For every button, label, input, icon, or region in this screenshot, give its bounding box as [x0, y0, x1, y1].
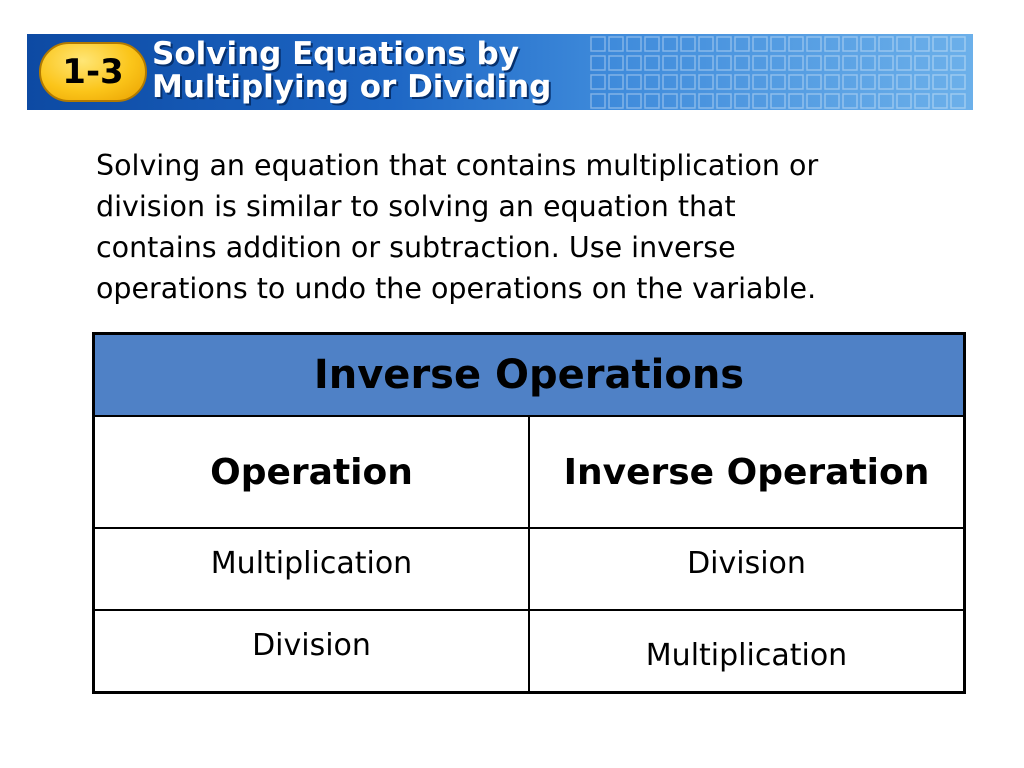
grid-square: [915, 75, 929, 89]
grid-square: [897, 56, 911, 70]
intro-paragraph: Solving an equation that contains multiplication or division is similar to solving an equation that contains addition or subtraction. Use inverse operations to undo the operations on the variable.: [96, 149, 819, 305]
grid-square: [789, 56, 803, 70]
grid-square: [609, 37, 623, 51]
lesson-number: 1-3: [62, 52, 124, 92]
grid-square: [843, 94, 857, 108]
grid-square: [807, 56, 821, 70]
grid-square: [951, 94, 965, 108]
grid-square: [663, 56, 677, 70]
grid-square: [735, 37, 749, 51]
grid-square: [807, 94, 821, 108]
grid-square: [897, 75, 911, 89]
table-title: Inverse Operations: [94, 334, 965, 417]
grid-square: [825, 37, 839, 51]
lesson-banner: [27, 34, 973, 110]
grid-square: [681, 37, 695, 51]
table-title-row: [94, 334, 965, 417]
grid-square: [645, 75, 659, 89]
grid-square: [681, 94, 695, 108]
grid-square: [627, 75, 641, 89]
grid-square: [735, 75, 749, 89]
lesson-title-line-1: Solving Equations by: [152, 36, 519, 72]
grid-square: [699, 75, 713, 89]
grid-square: [717, 56, 731, 70]
grid-square: [681, 75, 695, 89]
lesson-title-line-2: Multiplying or Dividing: [152, 69, 552, 105]
grid-square: [735, 94, 749, 108]
grid-square: [627, 56, 641, 70]
inverse-operations-table: [92, 332, 966, 694]
grid-square: [663, 94, 677, 108]
grid-square: [663, 75, 677, 89]
grid-square: [645, 94, 659, 108]
table-cell-text: Multiplication: [210, 545, 413, 581]
grid-square: [609, 94, 623, 108]
grid-square: [915, 56, 929, 70]
table-cell: [94, 610, 530, 693]
table-header-row: [94, 416, 965, 528]
grid-square: [843, 37, 857, 51]
grid-square: [951, 75, 965, 89]
grid-square: [771, 75, 785, 89]
grid-square: [861, 75, 875, 89]
table-cell: [529, 528, 965, 610]
grid-square: [897, 37, 911, 51]
table-cell: [529, 610, 965, 693]
grid-square: [609, 75, 623, 89]
grid-square: [699, 56, 713, 70]
grid-square: [879, 94, 893, 108]
grid-square: [915, 37, 929, 51]
grid-square: [933, 56, 947, 70]
grid-square: [753, 56, 767, 70]
grid-square: [591, 75, 605, 89]
grid-square: [879, 75, 893, 89]
grid-square: [825, 56, 839, 70]
grid-square: [717, 37, 731, 51]
grid-square: [933, 94, 947, 108]
grid-square: [591, 56, 605, 70]
grid-square: [915, 94, 929, 108]
grid-square: [645, 56, 659, 70]
grid-square: [645, 37, 659, 51]
grid-square: [591, 37, 605, 51]
grid-square: [825, 94, 839, 108]
grid-square: [753, 37, 767, 51]
grid-square: [789, 37, 803, 51]
grid-square: [825, 75, 839, 89]
grid-square: [627, 37, 641, 51]
grid-square: [897, 94, 911, 108]
table-cell-text: Multiplication: [645, 637, 848, 673]
column-header-inverse-operation: Inverse Operation: [529, 416, 965, 528]
grid-square: [843, 56, 857, 70]
grid-square: [951, 37, 965, 51]
grid-square: [843, 75, 857, 89]
grid-square: [861, 94, 875, 108]
grid-square: [933, 75, 947, 89]
grid-square: [771, 37, 785, 51]
grid-square: [879, 37, 893, 51]
grid-square: [807, 75, 821, 89]
grid-square: [591, 94, 605, 108]
lesson-number-badge: [39, 42, 147, 102]
table-row: [94, 610, 965, 693]
grid-square: [879, 56, 893, 70]
grid-square: [735, 56, 749, 70]
grid-square: [699, 94, 713, 108]
grid-square: [717, 75, 731, 89]
banner-grid-pattern: [587, 34, 973, 110]
grid-square: [753, 94, 767, 108]
grid-square: [861, 56, 875, 70]
table-row: [94, 528, 965, 610]
grid-square: [627, 94, 641, 108]
grid-square: [699, 37, 713, 51]
column-header-operation: Operation: [94, 416, 530, 528]
grid-square: [951, 56, 965, 70]
table-cell: [94, 528, 530, 610]
grid-square: [771, 94, 785, 108]
table-cell-text: Division: [252, 627, 371, 663]
lesson-title: [152, 38, 551, 104]
grid-square: [789, 75, 803, 89]
grid-square: [663, 37, 677, 51]
grid-square: [609, 56, 623, 70]
grid-square: [681, 56, 695, 70]
grid-square: [771, 56, 785, 70]
table-cell-text: Division: [687, 545, 806, 581]
grid-square: [861, 37, 875, 51]
grid-square: [717, 94, 731, 108]
grid-square: [753, 75, 767, 89]
grid-square: [789, 94, 803, 108]
grid-square: [807, 37, 821, 51]
grid-square: [933, 37, 947, 51]
